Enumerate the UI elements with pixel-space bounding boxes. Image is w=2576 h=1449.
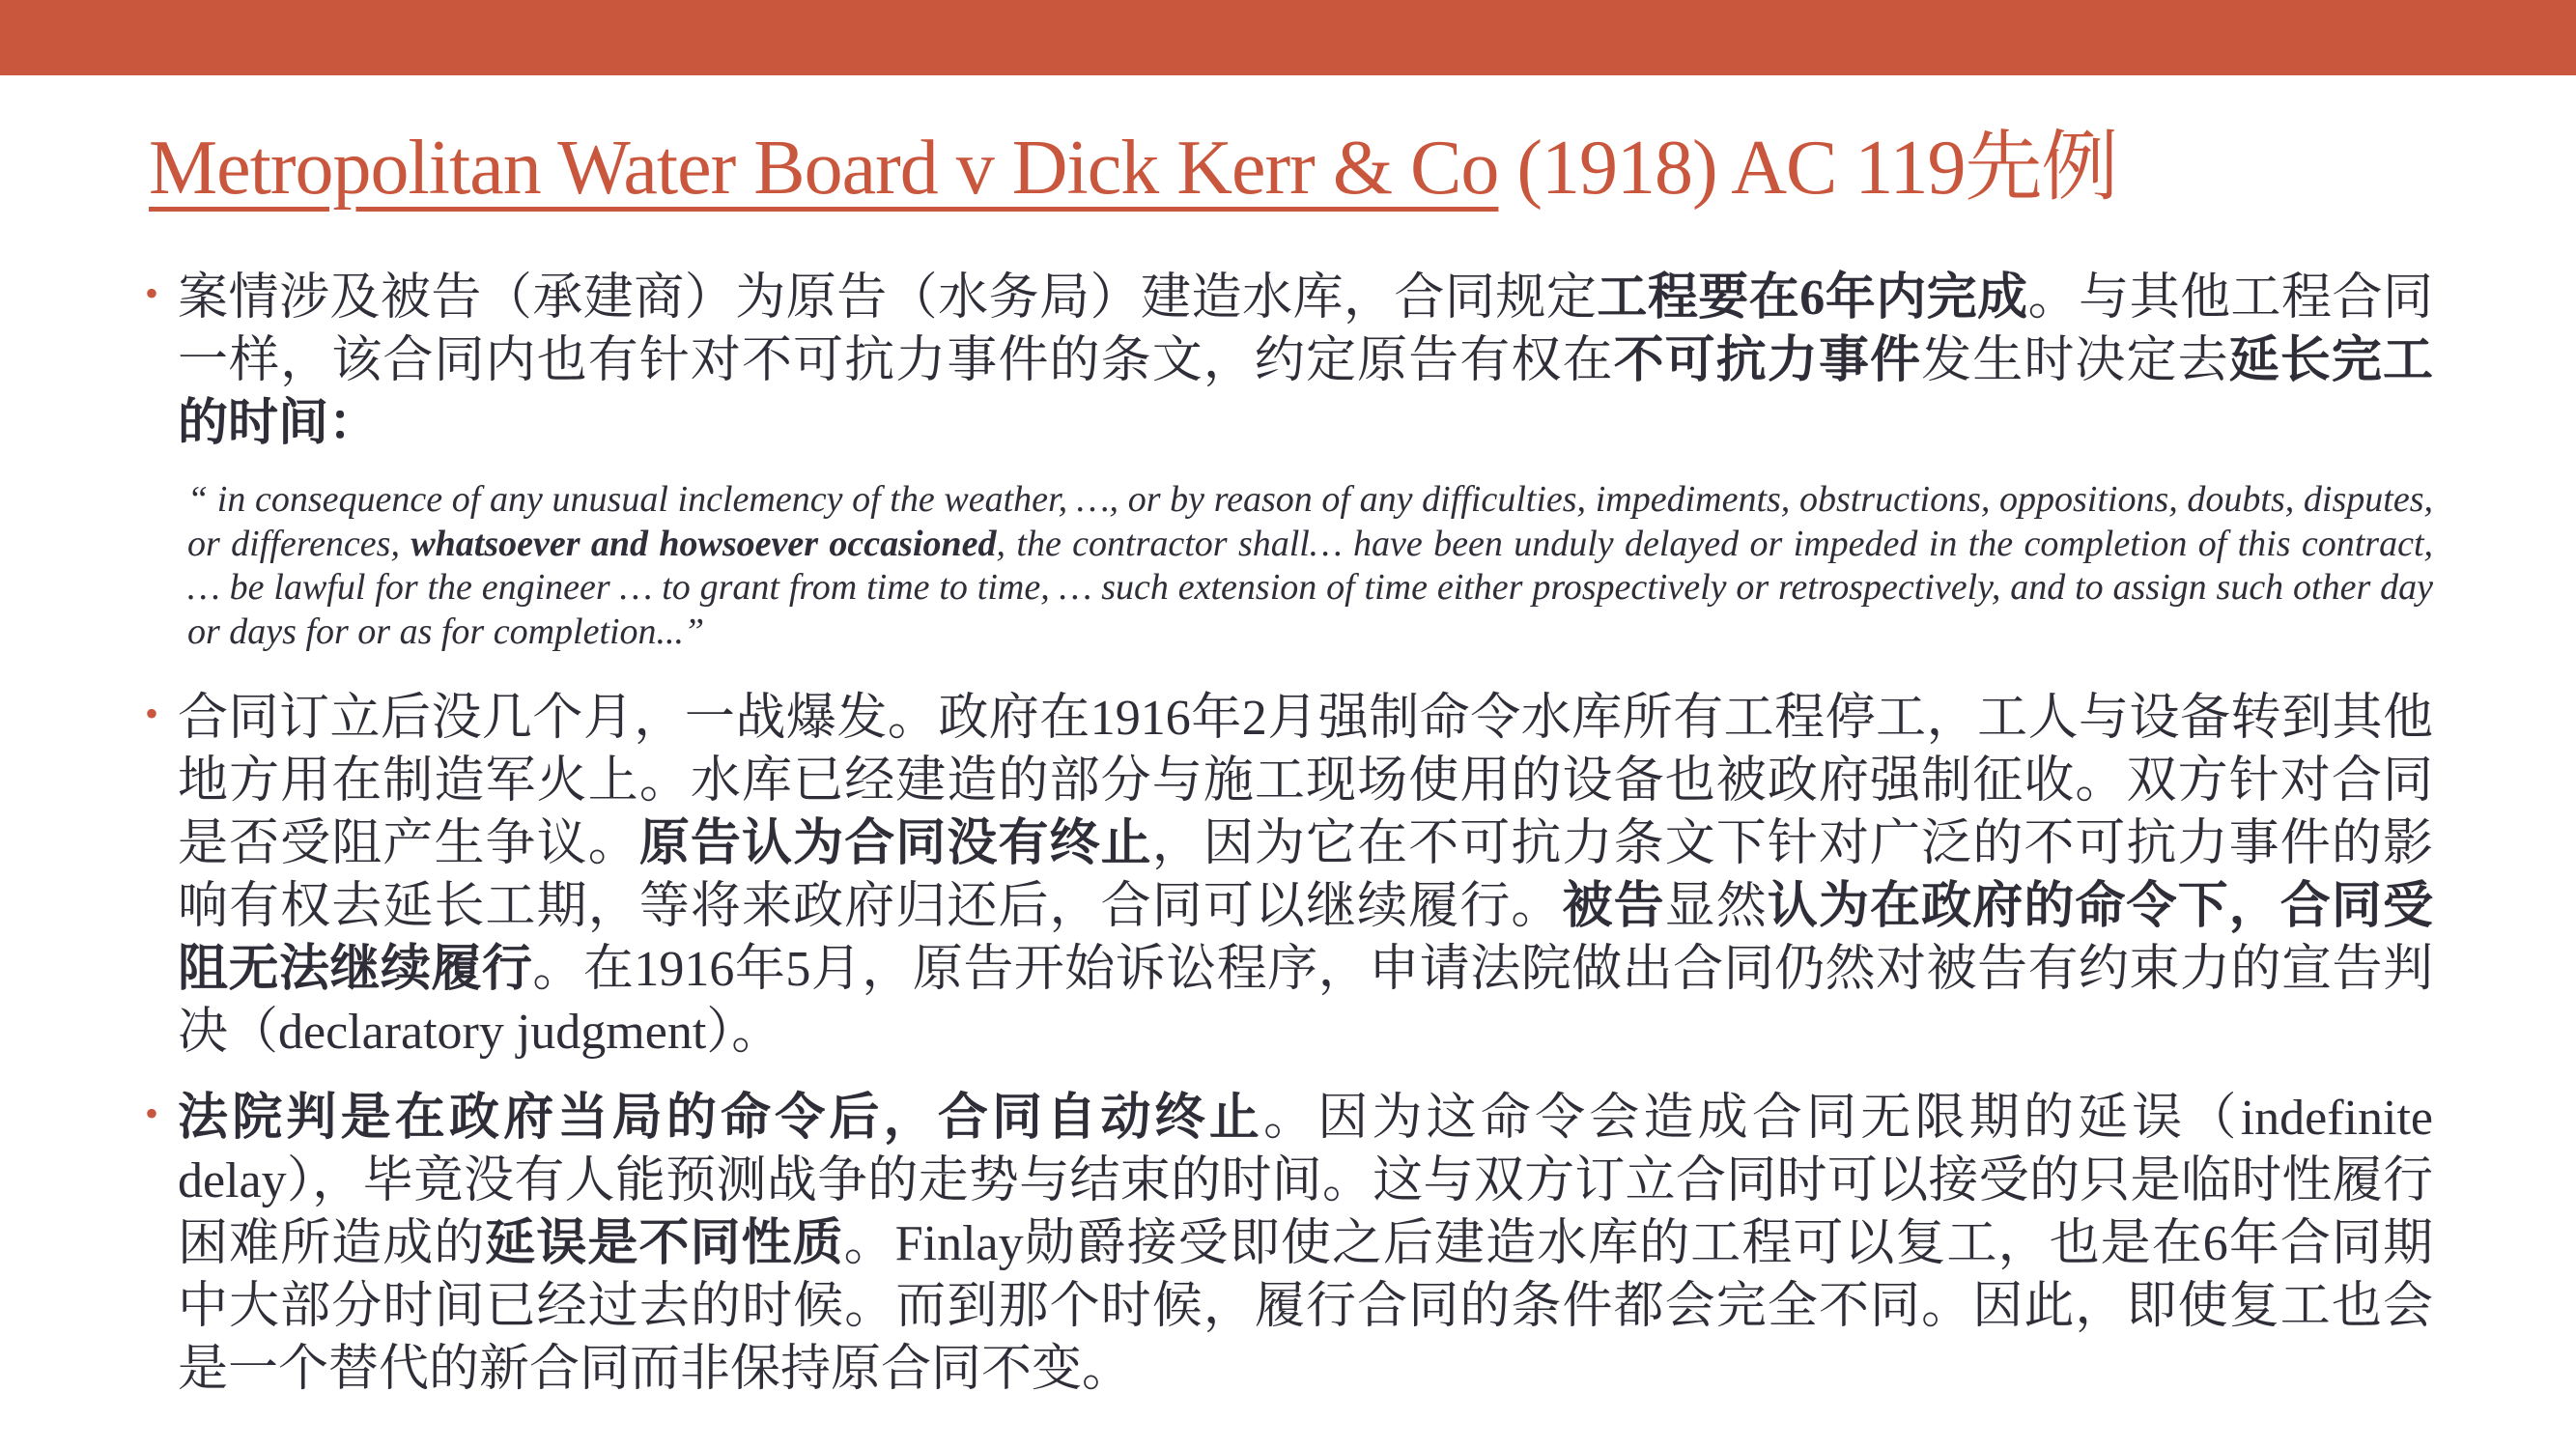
bullet-marker: • (145, 692, 159, 736)
text-run-bold: 工程要在6年内完成 (1597, 270, 2028, 326)
bullet-paragraph-1 (145, 267, 2433, 455)
title-citation: (1918) AC 119先例 (1498, 126, 2118, 211)
bullet-paragraph-3 (145, 1087, 2433, 1401)
contract-clause-quote (187, 478, 2433, 654)
text-run: 。与其他工程合同一样，该合同内也有针对不可抗力事件的条文，约定原告有权在 (178, 270, 2433, 388)
text-run: 发生时决定去 (1921, 333, 2229, 388)
text-run: 。在1916年5月，原告开始诉讼程序，申请法院做出合同仍然对被告有约束力的宣告判决（declaratory judgment）。 (178, 942, 2433, 1061)
text-run: “ in consequence of any unusual inclemency of the weather, …, or by reason of any difficulties, impediments, obstructions, oppositions, doubts, disputes, or differences, (187, 479, 2433, 564)
top-accent-bar (0, 0, 2576, 75)
text-run: , the contractor shall… have been unduly delayed or impeded in the completion of this contract, … be lawful for the engineer … to grant from time to time, … such extension of time either prospectively or retrospectively, and to assign such other day or days for or as for completion...” (187, 523, 2434, 652)
text-run-bold-italic: whatsoever and howsoever occasioned (410, 523, 997, 564)
text-run: 。Finlay勋爵接受即使之后建造水库的工程可以复工，也是在6年合同期中大部分时间已经过去的时候。而到那个时候，履行合同的条件都会完全不同。因此，即使复工也会是一个替代的新合同而非保持原合同不变。 (178, 1216, 2433, 1398)
text-run: 。因为这命令会造成合同无限期的延误（indefinite delay），毕竟没有人能预测战争的走势与结束的时间。这与双方订立合同时可以接受的只是临时性履行困难所造成的 (178, 1091, 2433, 1272)
bullet-marker: • (145, 271, 159, 315)
bullet-marker: • (145, 1092, 159, 1136)
text-run-bold: 认为在政府的命令下，合同受阻无法继续履行 (178, 879, 2433, 998)
text-run-bold: 原告认为合同没有终止 (638, 816, 1152, 872)
text-run-bold: 不可抗力事件 (1613, 333, 1922, 388)
bullet-paragraph-2 (145, 687, 2433, 1064)
text-run-bold: 延误是不同性质 (485, 1216, 844, 1272)
text-run: 显然 (1664, 879, 1768, 935)
page-title (149, 124, 2433, 213)
text-run-bold: 被告 (1562, 879, 1665, 935)
text-run: ，因为它在不可抗力条文下针对广泛的不可抗力事件的影响有权去延长工期，等将来政府归还后，合同可以继续履行。 (178, 816, 2433, 935)
text-run: 案情涉及被告（承建商）为原告（水务局）建造水库，合同规定 (178, 270, 1598, 326)
text-run-bold: 法院判是在政府当局的命令后，合同自动终止 (178, 1091, 1264, 1147)
slide-content (0, 124, 2576, 1401)
text-run: 合同订立后没几个月，一战爆发。政府在1916年2月强制命令水库所有工程停工，工人与设备转到其他地方用在制造军火上。水库已经建造的部分与施工现场使用的设备也被政府强制征收。双方针对合同是否受阻产生争议。 (178, 691, 2433, 872)
title-case-name: Metropolitan Water Board v Dick Kerr & Co (149, 126, 1499, 211)
text-run-bold: 延长完工的时间： (178, 333, 2433, 451)
